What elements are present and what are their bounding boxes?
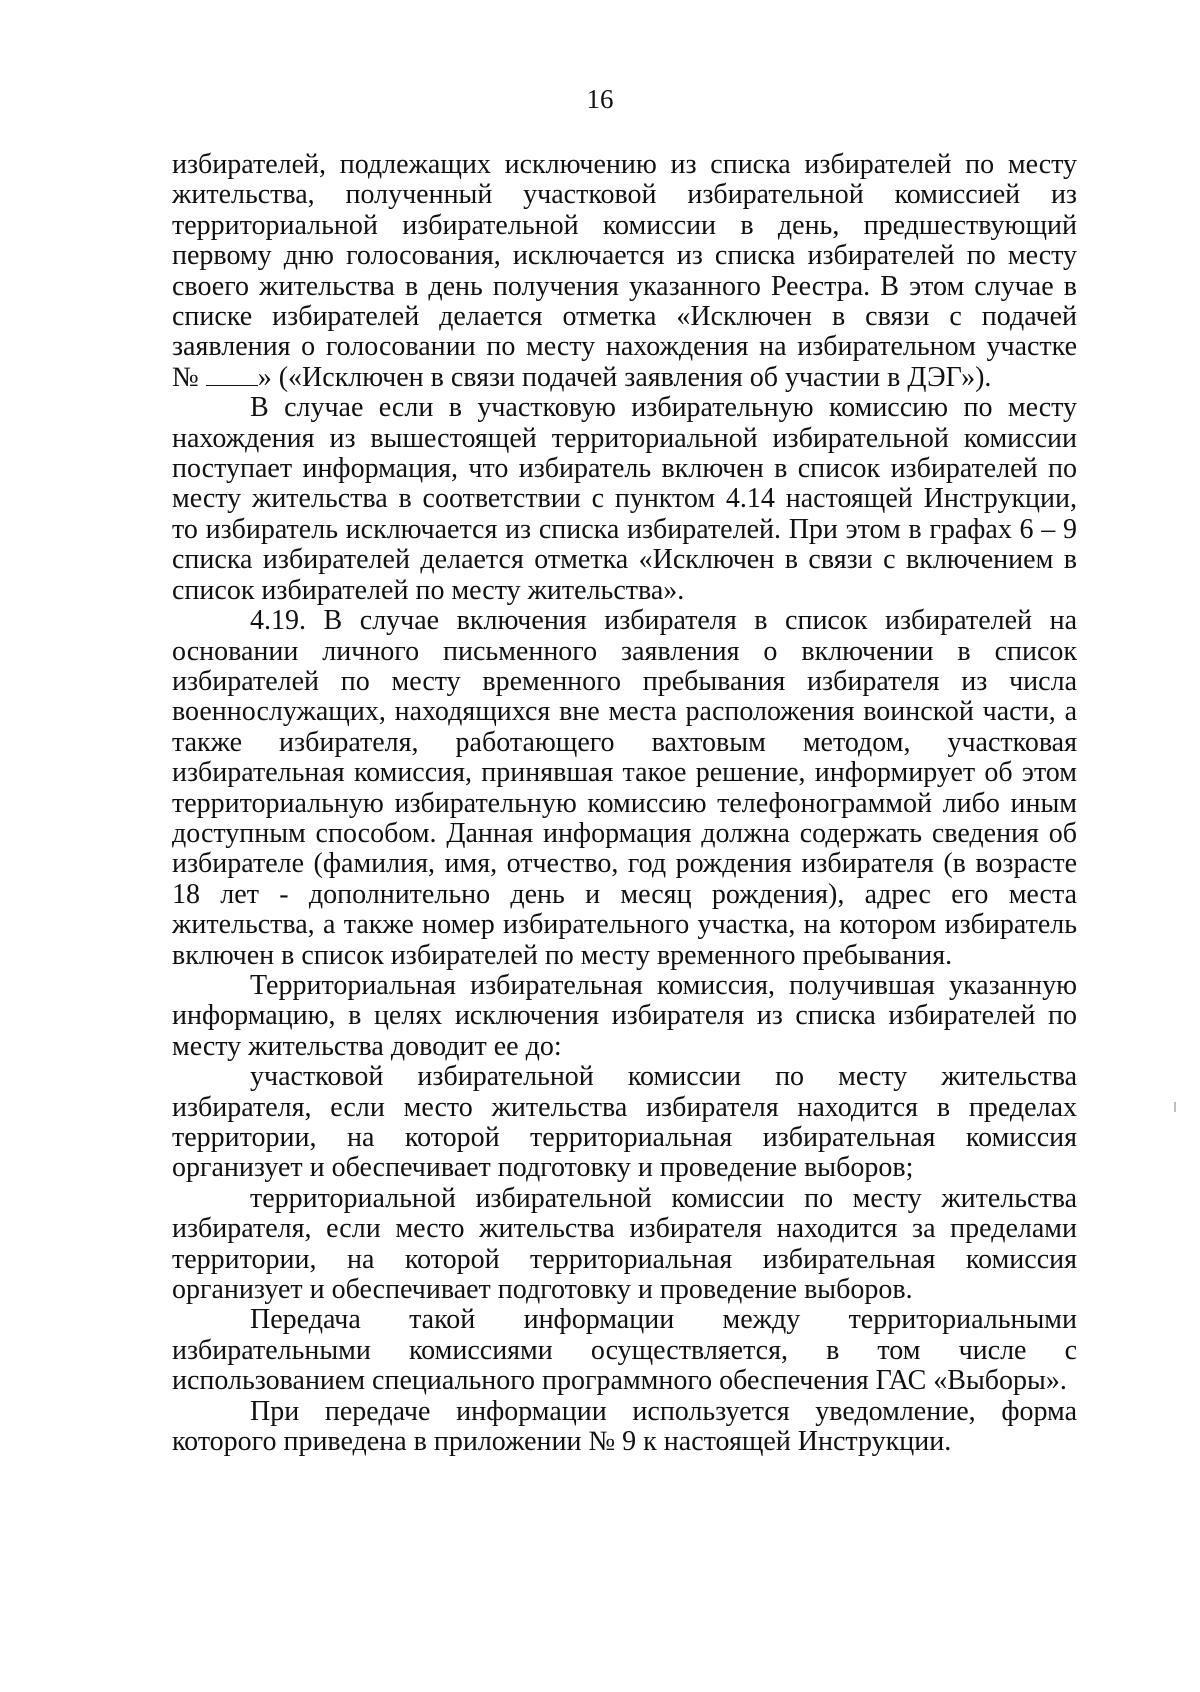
- paragraph: Территориальная избирательная комиссия, получившая указанную информацию, в целях исключения избирателя из списка избирателей по месту жительства доводит ее до:: [172, 969, 1077, 1062]
- paragraph: участковой избирательной комиссии по месту жительства избирателя, если место жительства избирателя находится в пределах территории, на которой территориальная избирательная комиссия организует и обеспечивает подготовку и проведение выборов;: [172, 1061, 1077, 1184]
- paragraph-text: избирателей, подлежащих исключению из списка избирателей по месту жительства, полученный участковой избирательной комиссией из территориальной избирательной комиссии в день, предшествующий первому дню голосования, исключается из списка избирателей по месту своего жительства в день получения указанного Реестра. В этом случае в списке избирателей делается отметка «Исключен в связи с подачей заявления о голосовании по месту нахождения на избирательном участке №: [172, 149, 1077, 393]
- document-body: [172, 150, 1077, 1457]
- paragraph-continuation: [172, 150, 1077, 393]
- paragraph: В случае если в участковую избирательную комиссию по месту нахождения из вышестоящей территориальной избирательной комиссии поступает информация, что избиратель включен в список избирателей по месту жительства в соответствии с пунктом 4.14 настоящей Инструкции, то избиратель исключается из списка избирателей. При этом в графах 6 – 9 списка избирателей делается отметка «Исключен в связи с включением в список избирателей по месту жительства».: [172, 392, 1077, 606]
- page-number: 16: [586, 84, 614, 114]
- margin-mark: [1174, 1102, 1176, 1112]
- blank-line: [206, 363, 258, 386]
- paragraph: При передаче информации используется уведомление, форма которого приведена в приложении № 9 к настоящей Инструкции.: [172, 1395, 1077, 1458]
- paragraph: территориальной избирательной комиссии по месту жительства избирателя, если место жительства избирателя находится за пределами территории, на которой территориальная избирательная комиссия организует и обеспечивает подготовку и проведение выборов.: [172, 1182, 1077, 1306]
- paragraph: Передача такой информации между территориальными избирательными комиссиями осуществляется, в том числе с использованием специального программного обеспечения ГАС «Выборы».: [172, 1304, 1077, 1397]
- paragraph-4-19: 4.19. В случае включения избирателя в список избирателей на основании личного письменного заявления о включении в список избирателей по месту временного пребывания избирателя из числа военнослужащих, находящихся вне места расположения воинской части, а также избирателя, работающего вахтовым методом, участковая избирательная комиссия, принявшая такое решение, информирует об этом территориальную избирательную комиссию телефонограммой либо иным доступным способом. Данная информация должна содержать сведения об избирателе (фамилия, имя, отчество, год рождения избирателя (в возрасте 18 лет - дополнительно день и месяц рождения), адрес его места жительства, а также номер избирательного участка, на котором избиратель включен в список избирателей по месту временного пребывания.: [172, 605, 1077, 971]
- paragraph-text: » («Исключен в связи подачей заявления об участии в ДЭГ»).: [257, 361, 992, 393]
